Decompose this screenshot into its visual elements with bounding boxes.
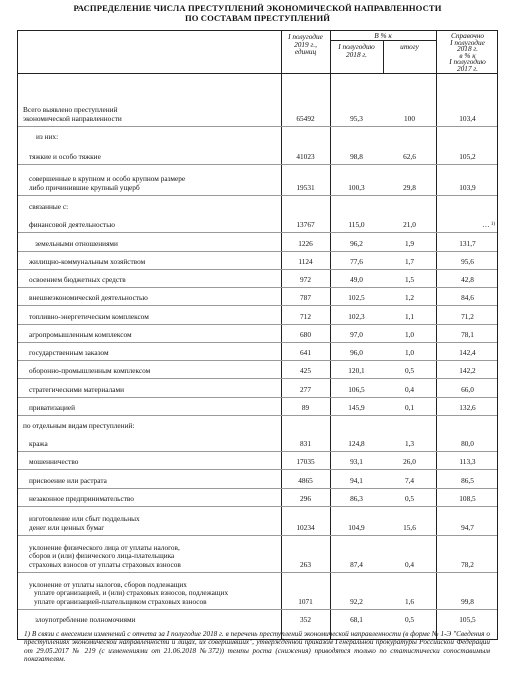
cell-v1: 787 [300, 293, 311, 303]
row-label: изготовление или сбыт поддельных [29, 514, 140, 524]
cell-v4: 131,7 [459, 239, 476, 249]
header-col1: I полугодие 2019 г., единиц [288, 32, 323, 57]
header-col2: I полугодию 2018 г. [338, 42, 375, 59]
row-label: кража [29, 439, 48, 449]
cell-v1: 277 [300, 385, 311, 395]
row-separator [18, 415, 497, 416]
row-label: связанные с: [29, 202, 69, 212]
row-label: земельными отношениями [35, 239, 118, 249]
cell-v2: 96,0 [350, 348, 363, 358]
row-label: по отдельным видам преступлений: [23, 421, 135, 431]
cell-v1: 712 [300, 312, 311, 322]
cell-v3: 0,5 [404, 494, 415, 504]
header-group: В % к [374, 31, 392, 40]
cell-v4: … $^{1)}$ [482, 220, 495, 230]
cell-v3: 1,0 [404, 348, 415, 358]
row-separator [18, 572, 497, 573]
cell-v2: 124,8 [348, 439, 365, 449]
footnote: 1) В связи с внесением изменений с отчета за I полугодие 2018 г. в перечень преступлений экономической направленности (в форме № 1-Э "Сведения о преступлениях экономической направленности и лицах, их совершивших", утвержденной приказом Генеральной прокуратуры Российской Федерации от 29.05.2017 № 219 (с изменениями от 21.06.2018 №372)) темпы роста (снижения) приводятся только по статистически сопоставимым показателям. [24, 630, 490, 664]
row-separator [18, 232, 497, 233]
cell-v1: 89 [301, 403, 310, 413]
row-label: незаконное предпринимательство [29, 494, 134, 504]
row-separator [18, 126, 497, 127]
cell-v4: 142,4 [459, 348, 476, 358]
cell-v1: 972 [300, 275, 311, 285]
row-separator [18, 195, 497, 196]
row-separator [18, 378, 497, 379]
cell-v2: 49,0 [350, 275, 363, 285]
cell-v1: 41023 [296, 152, 315, 162]
cell-v4: 103,4 [459, 114, 476, 124]
cell-v4: 42,8 [461, 275, 474, 285]
group-underline [330, 40, 436, 41]
cell-v1: 65492 [296, 114, 315, 124]
cell-v2: 86,3 [350, 494, 363, 504]
cell-v4: 105,2 [459, 152, 476, 162]
row-label: из них: [36, 132, 59, 142]
row-label: присвоение или растрата [29, 476, 107, 486]
cell-v4: 80,0 [461, 439, 474, 449]
cell-v1: 4865 [298, 476, 313, 486]
row-label: освоением бюджетных средств [29, 275, 126, 285]
row-separator [18, 164, 497, 165]
cell-v2: 102,5 [348, 293, 365, 303]
row-label: денег или ценных бумаг [29, 523, 105, 533]
cell-v3: 1,0 [404, 330, 415, 340]
cell-v2: 106,5 [348, 385, 365, 395]
cell-v4: 86,5 [461, 476, 474, 486]
cell-v2: 77,6 [350, 257, 363, 267]
cell-v3: 21,0 [403, 220, 416, 230]
header-col3: итогу [400, 42, 419, 51]
row-label: приватизацией [29, 403, 76, 413]
row-label: тяжкие и особо тяжкие [29, 152, 101, 162]
cell-v3: 62,6 [403, 152, 416, 162]
row-separator [18, 609, 497, 610]
footnote-ref: 1) [489, 222, 495, 228]
row-label: сборов и (или) физического лица-плательщика [29, 551, 175, 561]
row-separator [18, 397, 497, 398]
cell-v4: 142,2 [459, 366, 476, 376]
row-label: жилищно-коммунальным хозяйством [29, 257, 146, 267]
row-separator [18, 305, 497, 306]
cell-v2: 68,1 [350, 615, 363, 625]
cell-v2: 92,2 [350, 597, 363, 607]
cell-v1: 17035 [296, 457, 315, 467]
header-col4: Справочно I полугодие 2018 г. в % к I полугодию 2017 г. [449, 31, 486, 73]
row-label: мошенничество [29, 457, 79, 467]
row-separator [18, 360, 497, 361]
table-frame [17, 30, 498, 640]
cell-v2: 98,8 [350, 152, 363, 162]
row-label: экономической направленности [23, 114, 122, 124]
row-separator [18, 488, 497, 489]
cell-v4: 71,2 [461, 312, 474, 322]
row-label: топливно-энергетическим комплексом [29, 312, 149, 322]
row-label: агропромышленным комплексом [29, 330, 132, 340]
cell-v2: 87,4 [350, 560, 363, 570]
row-separator [18, 535, 497, 536]
row-label: оборонно-промышленным комплексом [29, 366, 151, 376]
cell-v4: 78,2 [461, 560, 474, 570]
cell-v4: 84,6 [461, 293, 474, 303]
cell-v3: 26,0 [403, 457, 416, 467]
row-separator [18, 269, 497, 270]
cell-v4: 103,9 [459, 183, 476, 193]
row-label: государственным заказом [29, 348, 109, 358]
row-label: уклонение физического лица от уплаты налогов, [29, 542, 180, 552]
cell-v1: 1071 [298, 597, 313, 607]
cell-v3: 0,5 [404, 615, 415, 625]
row-separator [18, 451, 497, 452]
row-label: финансовой деятельностью [29, 220, 115, 230]
cell-v4: 95,6 [461, 257, 474, 267]
cell-v1: 831 [300, 439, 311, 449]
cell-v3: 0,4 [404, 560, 415, 570]
row-label: либо причинившие крупный ущерб [29, 183, 140, 193]
cell-v2: 102,3 [348, 312, 365, 322]
cell-v2: 95,3 [350, 114, 363, 124]
cell-v1: 680 [300, 330, 311, 340]
cell-v2: 115,0 [348, 220, 365, 230]
cell-v2: 94,1 [350, 476, 363, 486]
cell-v4: 108,5 [459, 494, 476, 504]
cell-v1: 641 [300, 348, 311, 358]
cell-v2: 100,3 [348, 183, 365, 193]
table-title-line1: РАСПРЕДЕЛЕНИЕ ЧИСЛА ПРЕСТУПЛЕНИЙ ЭКОНОМИЧЕСКОЙ НАПРАВЛЕННОСТИ [73, 3, 442, 13]
cell-v3: 1,2 [404, 293, 415, 303]
row-label: совершенные в крупном и особо крупном размере [29, 174, 186, 184]
row-separator [18, 469, 497, 470]
row-separator [18, 287, 497, 288]
cell-v1: 296 [300, 494, 311, 504]
cell-v1: 10234 [296, 523, 315, 533]
row-label: уклонение от уплаты налогов, сборов подлежащих [29, 579, 187, 589]
cell-v4: 99,8 [461, 597, 474, 607]
cell-v3: 1,7 [404, 257, 415, 267]
cell-v4: 132,6 [459, 403, 476, 413]
row-separator [18, 506, 497, 507]
row-label: уплате организацией, и (или) страховых взносов, подлежащих [34, 588, 229, 598]
cell-v1: 263 [300, 560, 311, 570]
cell-v1: 19531 [296, 183, 315, 193]
cell-v2: 96,2 [350, 239, 363, 249]
row-separator [18, 251, 497, 252]
cell-v3: 7,4 [404, 476, 415, 486]
row-label: уплате организацией-плательщиком страховых взносов [34, 597, 207, 607]
row-label: страховых взносов от уплаты страховых взносов [29, 560, 181, 570]
header-bottom-line [18, 73, 497, 74]
table-title-line2: ПО СОСТАВАМ ПРЕСТУПЛЕНИЙ [184, 13, 331, 23]
cell-v1: 1124 [298, 257, 313, 267]
cell-v3: 1,6 [404, 597, 415, 607]
cell-v4: 105,5 [459, 615, 476, 625]
cell-v3: 1,9 [404, 239, 415, 249]
cell-v3: 100 [404, 114, 415, 124]
cell-v3: 29,8 [403, 183, 416, 193]
cell-v3: 1,1 [404, 312, 415, 322]
cell-v3: 0,4 [404, 385, 415, 395]
cell-v2: 120,1 [348, 366, 365, 376]
cell-v4: 113,3 [459, 457, 476, 467]
cell-v4: 94,7 [461, 523, 474, 533]
row-separator [18, 342, 497, 343]
row-label: внешнеэкономической деятельностью [29, 293, 148, 303]
cell-v3: 0,5 [404, 366, 415, 376]
cell-v2: 93,1 [350, 457, 363, 467]
cell-v1: 352 [300, 615, 311, 625]
cell-v1: 425 [300, 366, 311, 376]
cell-v1: 1226 [298, 239, 313, 249]
cell-v3: 0,1 [404, 403, 415, 413]
cell-v2: 145,9 [348, 403, 365, 413]
cell-v4: 66,0 [461, 385, 474, 395]
row-label: злоупотребление полномочиями [35, 615, 136, 625]
cell-v1: 13767 [296, 220, 315, 230]
cell-v2: 97,0 [350, 330, 363, 340]
cell-v2: 104,9 [348, 523, 365, 533]
cell-v3: 15,6 [403, 523, 416, 533]
cell-v4: 78,1 [461, 330, 474, 340]
cell-v3: 1,3 [404, 439, 415, 449]
row-label: стратегическими материалами [29, 385, 124, 395]
cell-v3: 1,5 [404, 275, 415, 285]
row-label: Всего выявлено преступлений [23, 105, 118, 115]
row-separator [18, 324, 497, 325]
